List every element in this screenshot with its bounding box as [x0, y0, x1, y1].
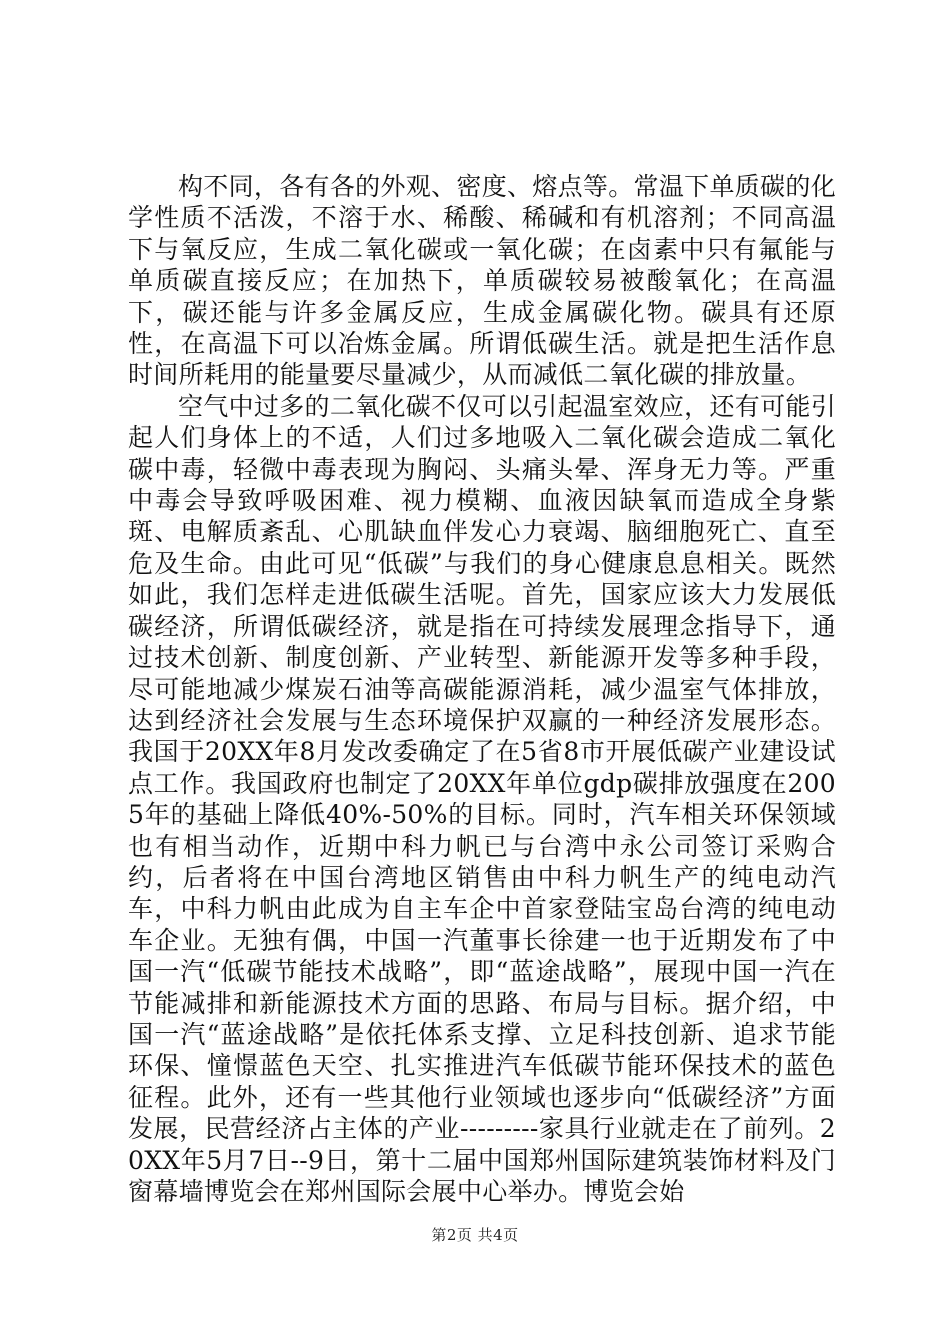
paragraph-carbon-properties: 构不同，各有各的外观、密度、熔点等。常温下单质碳的化学性质不活泼，不溶于水、稀酸、稀碱和有机溶剂；不同高温下与氧反应，生成二氧化碳或一氧化碳；在卤素中只有氟能与单质碳直接反应；在加热下，单质碳较易被酸氧化；在高温下，碳还能与许多金属反应，生成金属碳化物。碳具有还原性，在高温下可以冶炼金属。所谓低碳生活。就是把生活作息时间所耗用的能量要尽量减少，从而减低二氧化碳的排放量。: [128, 172, 836, 390]
document-body: [128, 171, 836, 1207]
paragraph-low-carbon-economy: 空气中过多的二氧化碳不仅可以引起温室效应，还有可能引起人们身体上的不适，人们过多地吸入二氧化碳会造成二氧化碳中毒，轻微中毒表现为胸闷、头痛头晕、浑身无力等。严重中毒会导致呼吸困难、视力模糊、血液因缺氧而造成全身紫斑、电解质紊乱、心肌缺血伴发心力衰竭、脑细胞死亡、直至危及生命。由此可见“低碳”与我们的身心健康息息相关。既然如此，我们怎样走进低碳生活呢。首先，国家应该大力发展低碳经济，所谓低碳经济，就是指在可持续发展理念指导下，通过技术创新、制度创新、产业转型、新能源开发等多种手段，尽可能地减少煤炭石油等高碳能源消耗，减少温室气体排放，达到经济社会发展与生态环境保护双赢的一种经济发展形态。我国于20XX年8月发改委确定了在5省8市开展低碳产业建设试点工作。我国政府也制定了20XX年单位gdp碳排放强度在2005年的基础上降低40%-50%的目标。同时，汽车相关环保领域也有相当动作，近期中科力帆已与台湾中永公司签订采购合约，后者将在中国台湾地区销售由中科力帆生产的纯电动汽车，中科力帆由此成为自主车企中首家登陆宝岛台湾的纯电动车企业。无独有偶，中国一汽董事长徐建一也于近期发布了中国一汽“低碳节能技术战略”，即“蓝途战略”，展现中国一汽在节能减排和新能源技术方面的思路、布局与目标。据介绍，中国一汽“蓝途战略”是依托体系支撑、立足科技创新、追求节能环保、憧憬蓝色天空、扎实推进汽车低碳节能环保技术的蓝色征程。此外，还有一些其他行业领域也逐步向“低碳经济”方面发展，民营经济占主体的产业---------家具行业就走在了前列。20XX年5月7日--9日，第十二届中国郑州国际建筑装饰材料及门窗幕墙博览会在郑州国际会展中心举办。博览会始: [128, 391, 836, 1206]
page-number-footer: 第2页 共4页: [431, 1226, 519, 1244]
